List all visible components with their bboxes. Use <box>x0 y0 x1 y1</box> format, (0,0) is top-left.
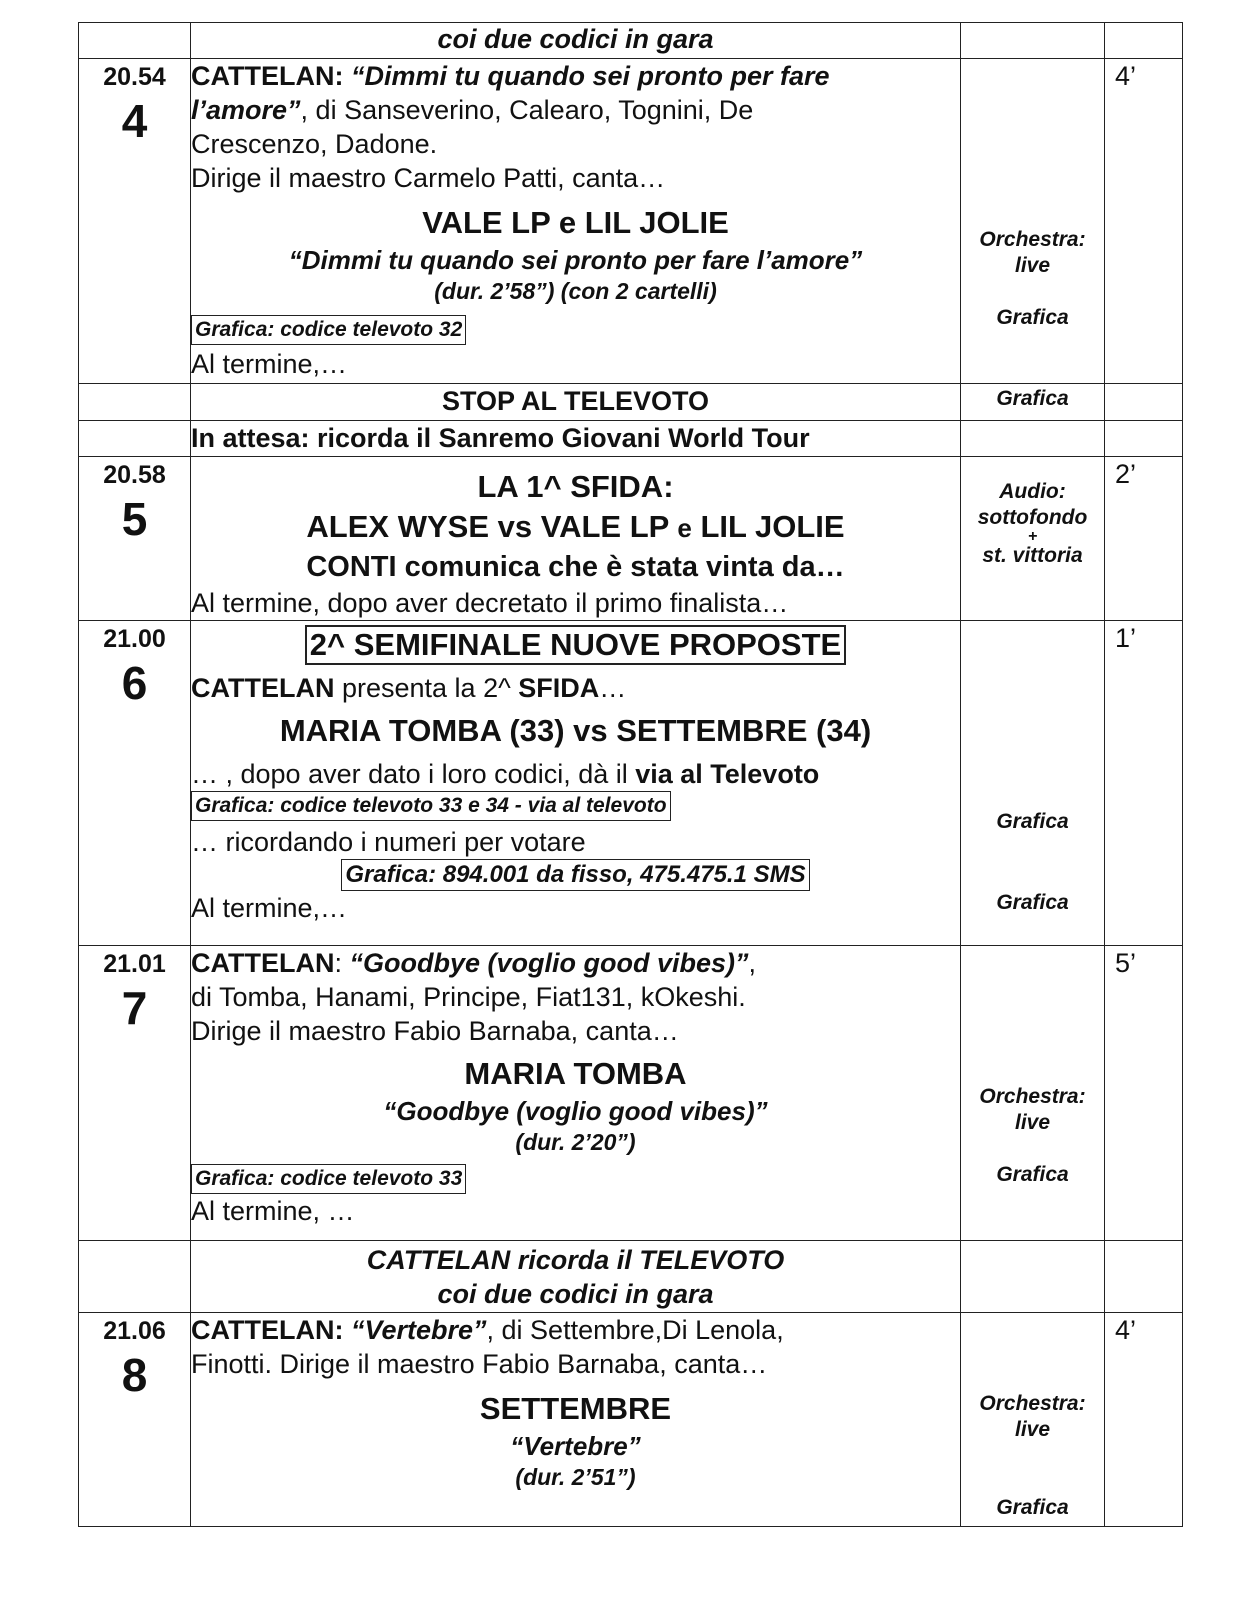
instruction-text: via al Televoto <box>635 759 820 789</box>
challenge-matchup: MARIA TOMBA (33) vs SETTEMBRE (34) <box>279 713 872 748</box>
announcement-text: comunica che è stata vinta da… <box>396 551 845 583</box>
rundown-table <box>78 22 1183 1527</box>
authors-text: , di Settembre,Di Lenola, <box>486 1315 784 1345</box>
challenge-title: LA 1^ SFIDA: <box>477 469 674 504</box>
table-row <box>79 457 1183 621</box>
stop-televoto: STOP AL TELEVOTO <box>441 386 710 416</box>
closing-text: Al termine,… <box>191 893 348 923</box>
challenge-matchup: LIL JOLIE <box>691 509 845 544</box>
authors-text: di Tomba, Hanami, Principe, Fiat131, kOkeshi. <box>191 982 746 1012</box>
instruction-text: … ricordando i numeri per votare <box>191 827 586 857</box>
presenter-name: CATTELAN: <box>191 61 344 91</box>
presenter-name: CATTELAN <box>191 673 335 703</box>
segment-number: 4 <box>121 95 148 147</box>
presenter-name: CATTELAN: <box>191 1315 344 1345</box>
section-header: 2^ SEMIFINALE NUOVE PROPOSTE <box>305 625 846 665</box>
authors-text: , di Sanseverino, Calearo, Tognini, De <box>300 95 754 125</box>
tech-note: Orchestra: <box>979 1085 1086 1108</box>
tech-note: Grafica <box>996 891 1069 914</box>
table-row <box>79 59 1183 384</box>
segment-time: 21.01 <box>103 950 166 978</box>
segment-time: 20.54 <box>103 63 166 91</box>
separator-text: , <box>748 948 757 978</box>
segment-duration: 5’ <box>1115 948 1137 978</box>
conductor-text: Dirige il maestro Fabio Barnaba, canta… <box>191 1016 679 1046</box>
segment-number: 5 <box>121 493 148 545</box>
segment-duration: 2’ <box>1115 459 1137 489</box>
grafica-box: Grafica: 894.001 da fisso, 475.475.1 SMS <box>341 859 809 891</box>
song-title-inline: “Goodbye (voglio good vibes)” <box>349 948 749 978</box>
table-row <box>79 621 1183 946</box>
tech-note: Grafica <box>996 810 1069 833</box>
table-row <box>79 946 1183 1241</box>
closing-text: Al termine,… <box>191 349 348 379</box>
song-title-inline: “Vertebre” <box>343 1315 487 1345</box>
instruction-text: … , dopo aver dato i loro codici, dà il <box>191 759 636 789</box>
tech-note: + <box>1027 528 1038 545</box>
segment-note: coi due codici in gara <box>437 24 714 54</box>
artist-name: MARIA TOMBA <box>464 1056 687 1091</box>
rundown-sheet <box>78 22 1182 1527</box>
reminder-note: coi due codici in gara <box>437 1279 714 1309</box>
song-duration: (dur. 2’51”) <box>515 1464 636 1490</box>
segment-number: 8 <box>121 1349 148 1401</box>
tech-note: live <box>1014 254 1051 277</box>
grafica-box: Grafica: codice televoto 32 <box>191 315 466 345</box>
tech-note: st. vittoria <box>982 544 1083 567</box>
tech-note: Orchestra: <box>979 1392 1086 1415</box>
table-row <box>79 23 1183 59</box>
tech-note: Grafica <box>996 387 1069 410</box>
authors-text: Crescenzo, Dadone. <box>191 129 438 159</box>
table-row <box>79 421 1183 457</box>
segment-time: 21.06 <box>103 1317 166 1345</box>
segment-time: 20.58 <box>103 461 166 489</box>
table-row <box>79 1313 1183 1527</box>
grafica-box: Grafica: codice televoto 33 e 34 - via al televoto <box>191 791 671 821</box>
segment-number: 6 <box>121 657 148 709</box>
tech-note: Grafica <box>996 1163 1069 1186</box>
song-title: “Dimmi tu quando sei pronto per fare l’amore” <box>288 245 863 275</box>
presenter-name: CATTELAN <box>191 948 335 978</box>
table-row <box>79 1241 1183 1313</box>
segment-duration: 1’ <box>1115 623 1137 653</box>
segment-time: 21.00 <box>103 625 166 653</box>
tech-note: Grafica <box>996 306 1069 329</box>
artist-name: SETTEMBRE <box>479 1391 672 1426</box>
closing-text: Al termine, dopo aver decretato il primo finalista… <box>191 588 789 618</box>
grafica-box: Grafica: codice televoto 33 <box>191 1164 466 1194</box>
tech-note: live <box>1014 1111 1051 1134</box>
challenge-matchup: e <box>677 513 692 543</box>
separator-text: : <box>334 948 350 978</box>
song-duration: (dur. 2’20”) <box>515 1129 636 1155</box>
song-title-inline: l’amore” <box>191 95 301 125</box>
waiting-note: In attesa: ricorda il Sanremo Giovani World Tour <box>191 423 810 453</box>
closing-text: Al termine, … <box>191 1196 355 1226</box>
artist-name: VALE LP e LIL JOLIE <box>422 205 729 240</box>
intro-text: SFIDA <box>518 673 600 703</box>
song-title: “Vertebre” <box>510 1431 641 1461</box>
tech-note: live <box>1014 1418 1051 1441</box>
tech-note: sottofondo <box>977 506 1088 529</box>
tech-note: Audio: <box>999 480 1066 503</box>
intro-text: presenta la 2^ <box>334 673 519 703</box>
conductor-text: Dirige il maestro Carmelo Patti, canta… <box>191 163 666 193</box>
table-row <box>79 384 1183 421</box>
reminder-note: CATTELAN ricorda il TELEVOTO <box>366 1245 785 1275</box>
segment-number: 7 <box>121 982 148 1034</box>
tech-note: Orchestra: <box>979 228 1086 251</box>
song-title: “Goodbye (voglio good vibes)” <box>383 1096 768 1126</box>
challenge-matchup: ALEX WYSE vs VALE LP <box>306 509 678 544</box>
tech-note: Grafica <box>996 1496 1069 1519</box>
conductor-text: Finotti. Dirige il maestro Fabio Barnaba, canta… <box>191 1349 768 1379</box>
song-title-inline: “Dimmi tu quando sei pronto per fare <box>350 61 830 91</box>
segment-duration: 4’ <box>1115 1315 1137 1345</box>
segment-duration: 4’ <box>1115 61 1137 91</box>
presenter-name: CONTI <box>306 551 397 583</box>
intro-text: … <box>599 673 627 703</box>
song-duration: (dur. 2’58”) (con 2 cartelli) <box>434 278 717 304</box>
